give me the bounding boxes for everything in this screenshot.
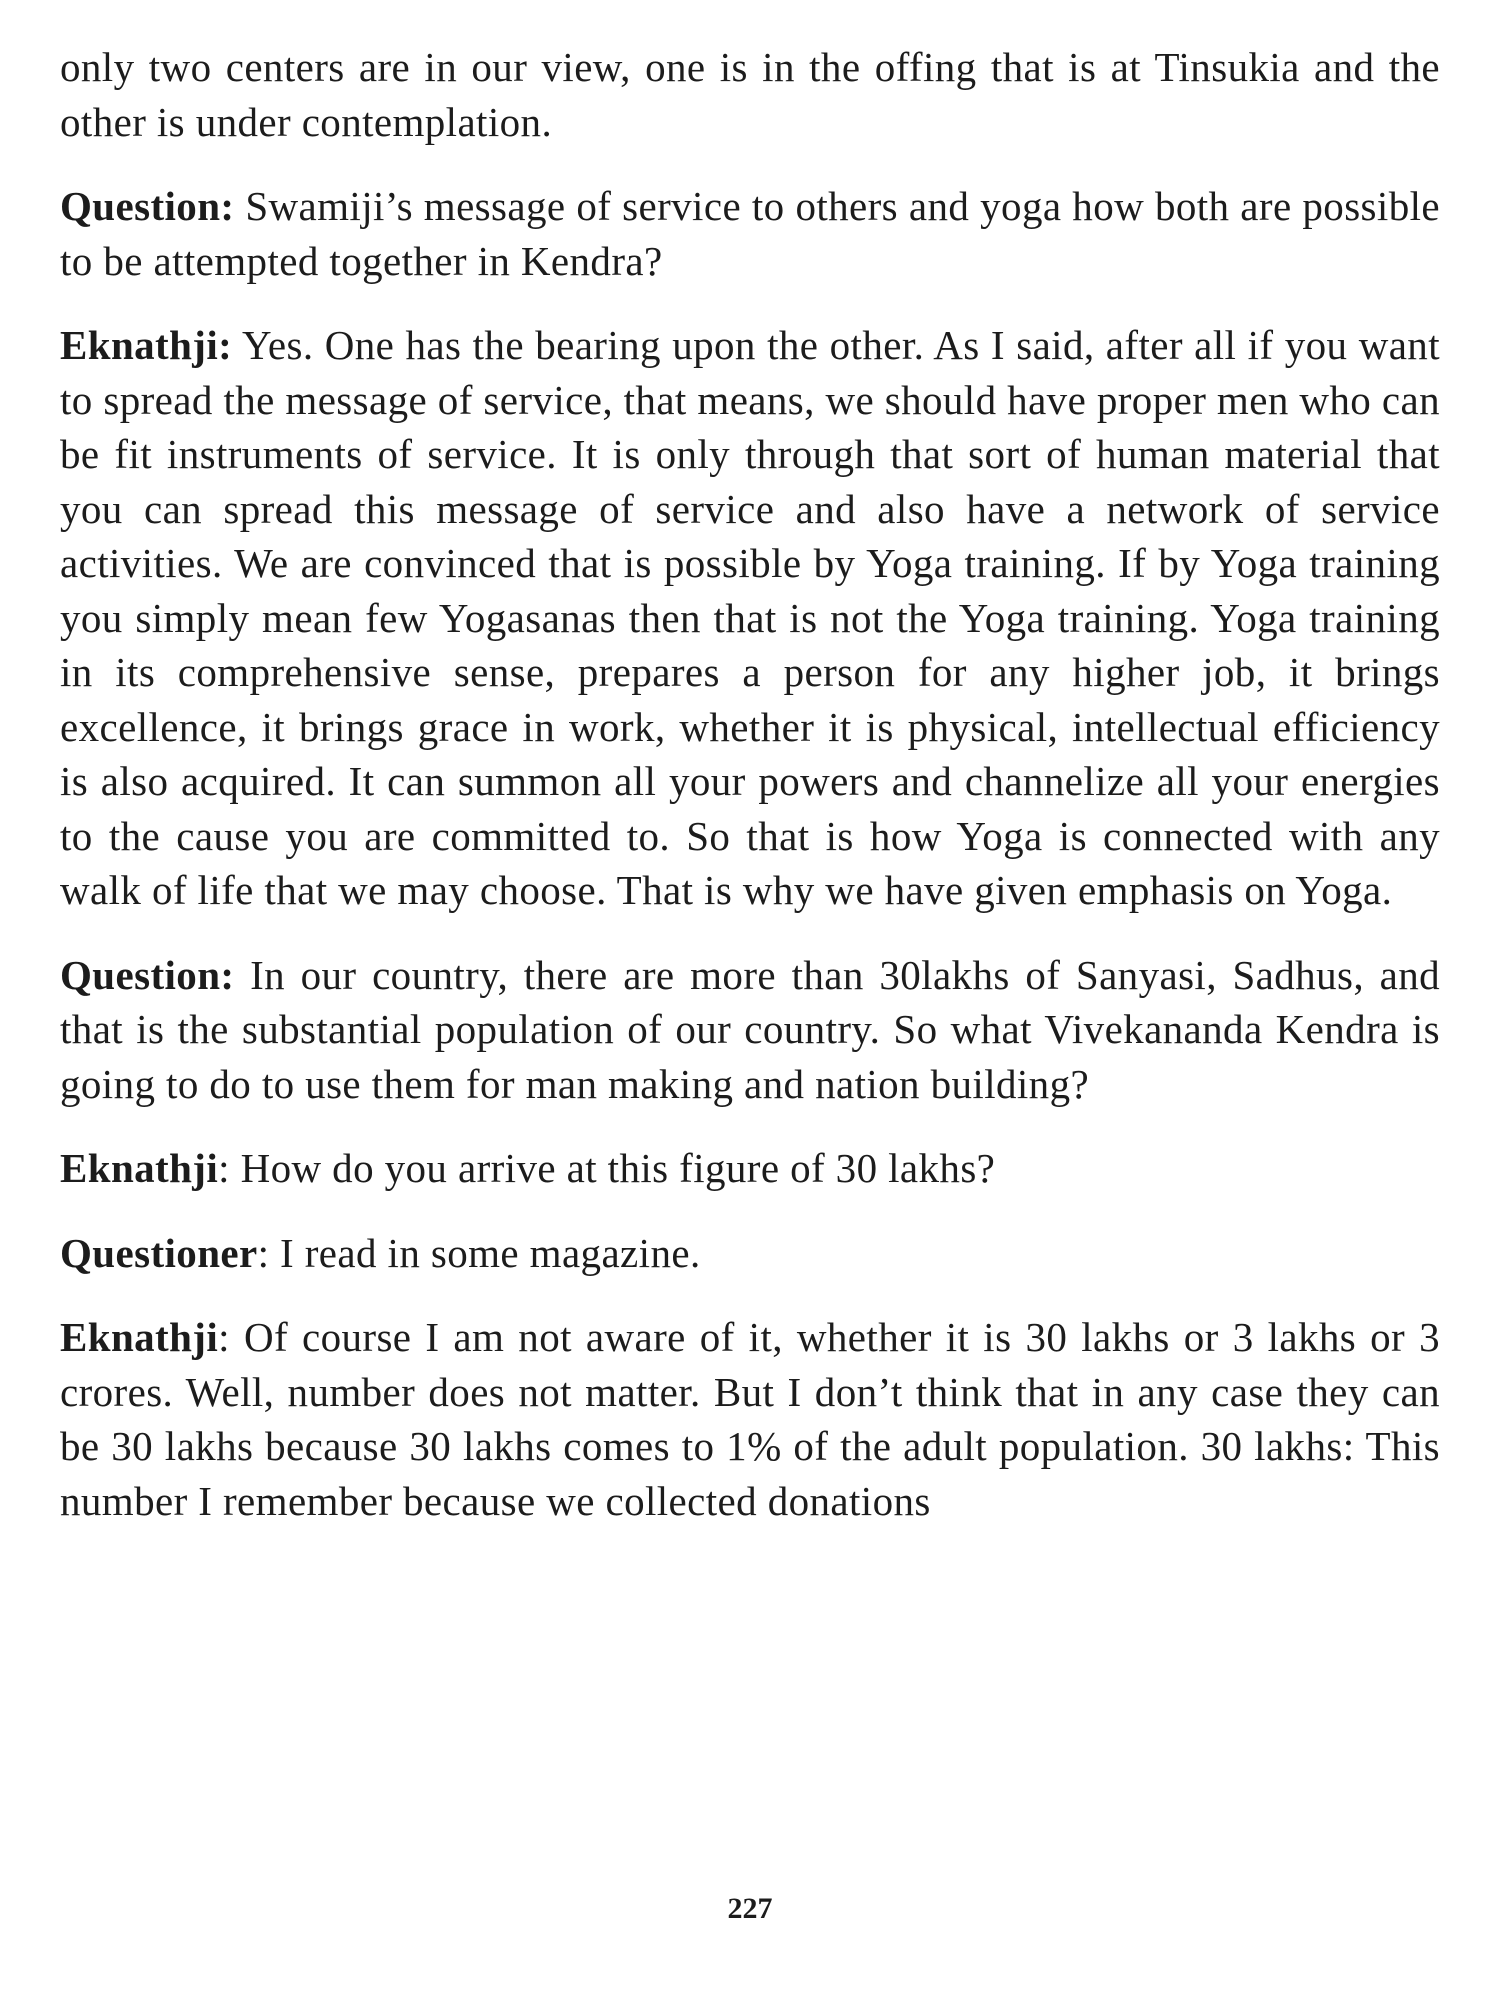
page-number: 227 <box>727 1892 773 1925</box>
paragraph-text: : Of course I am not aware of it, whether it is 30 lakhs or 3 lakhs or 3 crores. Well, number does not matter. But I don’t think that in any case they can be 30 lakhs because 30 lakhs comes to 1% of the adult population. 30 lakhs: This number I remember because we collected donations <box>60 1314 1440 1524</box>
paragraph-text: only two centers are in our view, one is in the offing that is at Tinsukia and the other is under contemplation. <box>60 44 1440 145</box>
paragraph-answer <box>60 1141 1440 1196</box>
paragraph-text: : I read in some magazine. <box>257 1229 701 1276</box>
speaker-label: Eknathji <box>60 1314 219 1360</box>
paragraph-text: In our country, there are more than 30lakhs of Sanyasi, Sadhus, and that is the substantial population of our country. So what Vivekananda Kendra is going to do to use them for man making and nation building? <box>60 951 1440 1107</box>
speaker-label: Question: <box>60 951 235 998</box>
book-page <box>60 40 1440 1940</box>
paragraph-text: Yes. One has the bearing upon the other. As I said, after all if you want to spread the message of service, that means, we should have proper men who can be fit instruments of service. It is only through that sort of human material that you can spread this message of service and also have a network of service activities. We are convinced that is possible by Yoga training. If by Yoga training you simply mean few Yogasanas then that is not the Yoga training. Yoga training in its comprehensive sense, prepares a person for any higher job, it brings excellence, it brings grace in work, whether it is physical, intellectual efficiency is also acquired. It can summon all your powers and channelize all your energies to the cause you are committed to. So that is how Yoga is connected with any walk of life that we may choose. That is why we have given emphasis on Yoga. <box>60 322 1440 913</box>
speaker-label: Question: <box>60 183 235 229</box>
speaker-label: Questioner <box>60 1229 258 1276</box>
speaker-label: Eknathji: <box>60 322 233 368</box>
paragraph-text: : How do you arrive at this figure of 30 lakhs? <box>218 1145 996 1191</box>
paragraph-questioner <box>60 1226 1440 1281</box>
paragraph-continuation <box>60 40 1440 149</box>
speaker-label: Eknathji <box>60 1145 219 1191</box>
paragraph-answer <box>60 318 1440 918</box>
paragraph-text: Swamiji’s message of service to others and yoga how both are possible to be attempted together in Kendra? <box>60 183 1440 284</box>
paragraph-question <box>60 179 1440 288</box>
paragraph-question <box>60 948 1440 1112</box>
paragraph-answer <box>60 1310 1440 1528</box>
